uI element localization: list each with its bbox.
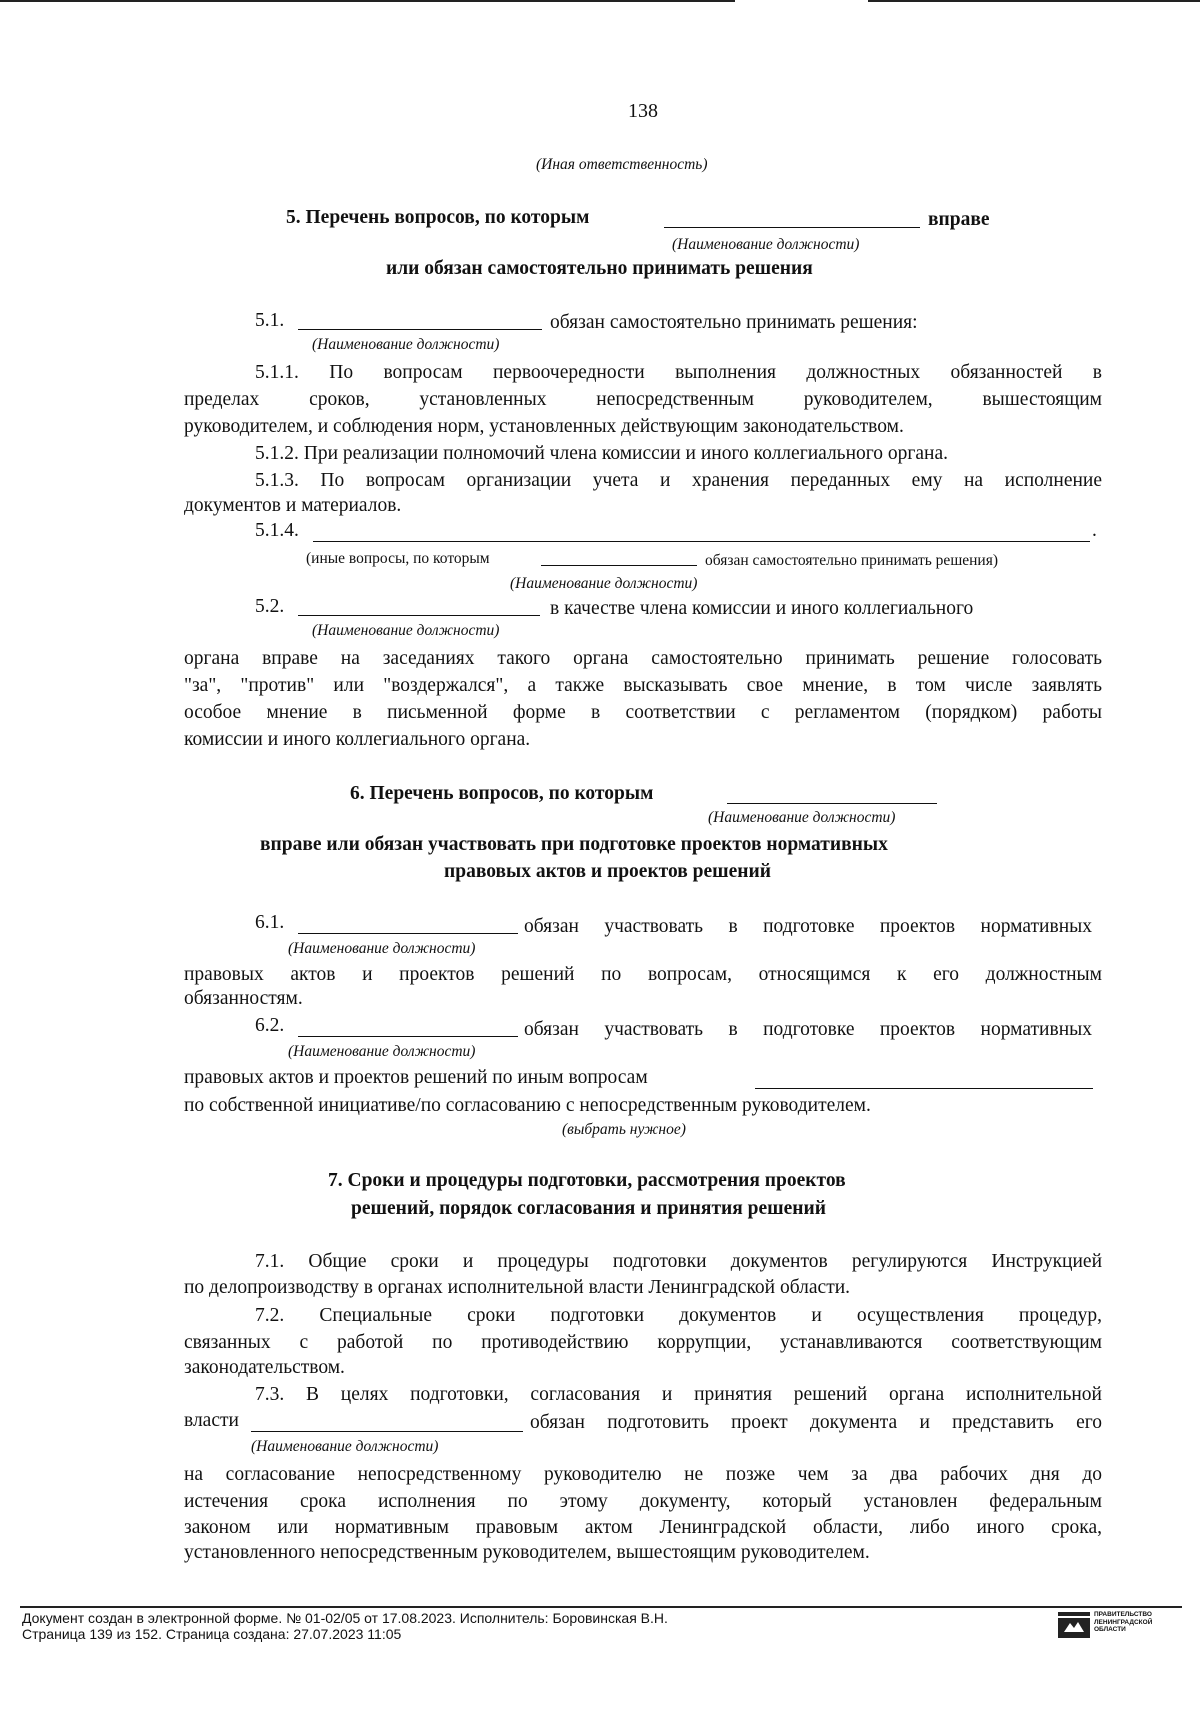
p51-text: обязан самостоятельно принимать решения: xyxy=(550,312,918,333)
p73-line1: 7.3. В целях подготовки, согласования и принятия решений органа исполнительной xyxy=(255,1384,1102,1405)
position-note: (Наименование должности) xyxy=(708,809,896,826)
top-rule-left xyxy=(0,0,735,2)
footer-line1: Документ создан в электронной форме. № 01-02/05 от 17.08.2023. Исполнитель: Боровинская В.Н. xyxy=(22,1610,668,1626)
p61-text: обязан участвовать в подготовке проектов нормативных xyxy=(524,916,1092,937)
p52-text: в качестве члена комиссии и иного коллегиального xyxy=(550,598,974,619)
p52-line1: органа вправе на заседаниях такого органа самостоятельно принимать решение голосовать xyxy=(184,648,1102,669)
s6-title-part2: вправе или обязан участвовать при подготовке проектов нормативных xyxy=(260,834,888,855)
p73-line4: истечения срока исполнения по этому документу, который установлен федеральным xyxy=(184,1491,1102,1512)
p51-blank xyxy=(298,312,542,330)
p62-line2: по собственной инициативе/по согласованию с непосредственным руководителем. xyxy=(184,1095,871,1116)
s7-title-part1: 7. Сроки и процедуры подготовки, рассмотрения проектов xyxy=(328,1170,846,1191)
p73-line3: на согласование непосредственному руководителю не позже чем за два рабочих дня до xyxy=(184,1464,1102,1485)
p71-line1: 7.1. Общие сроки и процедуры подготовки документов регулируются Инструкцией xyxy=(255,1251,1102,1272)
p514-note-blank xyxy=(541,551,697,566)
p72-line2: связанных с работой по противодействию коррупции, устанавливаются соответствующим xyxy=(184,1332,1102,1353)
p62-blank-2 xyxy=(755,1071,1093,1089)
position-note: (Наименование должности) xyxy=(288,1043,476,1060)
p51-number: 5.1. xyxy=(255,310,285,331)
p511-line1: 5.1.1. По вопросам первоочередности выполнения должностных обязанностей в xyxy=(255,362,1102,383)
p62-text: обязан участвовать в подготовке проектов нормативных xyxy=(524,1019,1092,1040)
s6-title-part1: 6. Перечень вопросов, по которым xyxy=(350,783,654,804)
position-note: (Наименование должности) xyxy=(312,336,500,353)
p73-line5: законом или нормативным правовым актом Ленинградской области, либо иного срока, xyxy=(184,1517,1102,1538)
p72-line1: 7.2. Специальные сроки подготовки документов и осуществления процедур, xyxy=(255,1305,1102,1326)
p511-line3: руководителем, и соблюдения норм, установленных действующим законодательством. xyxy=(184,416,904,437)
header-note: (Иная ответственность) xyxy=(536,156,708,173)
p514-note-part1: (иные вопросы, по которым xyxy=(306,550,490,567)
s5-title-part3: или обязан самостоятельно принимать решения xyxy=(386,258,813,279)
s5-title-part2: вправе xyxy=(928,209,990,230)
p52-number: 5.2. xyxy=(255,596,285,617)
p512: 5.1.2. При реализации полномочий члена комиссии и иного коллегиального органа. xyxy=(255,443,949,464)
p52-line4: комиссии и иного коллегиального органа. xyxy=(184,729,531,750)
top-rule-right xyxy=(868,0,1200,2)
position-note: (Наименование должности) xyxy=(312,622,500,639)
government-label-line2: ЛЕНИНГРАДСКОЙ xyxy=(1094,1618,1153,1626)
p513-line1: 5.1.3. По вопросам организации учета и хранения переданных ему на исполнение xyxy=(255,470,1102,491)
p73-line2-part2: обязан подготовить проект документа и представить его xyxy=(530,1412,1102,1433)
p514-dot: . xyxy=(1092,520,1097,541)
s7-title-part2: решений, порядок согласования и принятия решений xyxy=(351,1198,827,1219)
p61-number: 6.1. xyxy=(255,912,285,933)
p514-number: 5.1.4. xyxy=(255,520,299,541)
p52-blank xyxy=(298,598,540,616)
position-note: (Наименование должности) xyxy=(672,236,860,253)
s6-title-part3: правовых актов и проектов решений xyxy=(444,861,771,882)
p72-line3: законодательством. xyxy=(184,1357,345,1378)
p52-line3: особое мнение в письменной форме в соответствии с регламентом (порядком) работы xyxy=(184,702,1102,723)
position-note: (Наименование должности) xyxy=(288,940,476,957)
p514-note-part2: обязан самостоятельно принимать решения) xyxy=(705,552,999,569)
p61-line2: обязанностям. xyxy=(184,988,303,1009)
choose-note: (выбрать нужное) xyxy=(562,1121,686,1138)
p73-line2-part1: власти xyxy=(184,1410,239,1431)
p61-blank xyxy=(298,916,518,934)
s6-title-blank xyxy=(727,786,937,804)
p73-blank xyxy=(251,1414,523,1432)
footer-line2: Страница 139 из 152. Страница создана: 27.07.2023 11:05 xyxy=(22,1626,402,1642)
p52-line2: "за", "против" или "воздержался", а также высказывать свое мнение, в том числе заявлять xyxy=(184,675,1102,696)
government-label xyxy=(1094,1611,1152,1634)
p61-line1: правовых актов и проектов решений по вопросам, относящимся к его должностным xyxy=(184,964,1102,985)
government-emblem-icon xyxy=(1058,1612,1090,1638)
government-label-line3: ОБЛАСТИ xyxy=(1094,1626,1126,1633)
p511-line2: пределах сроков, установленных непосредственным руководителем, вышестоящим xyxy=(184,389,1102,410)
p62-blank xyxy=(298,1019,518,1037)
position-note: (Наименование должности) xyxy=(251,1438,439,1455)
government-label-line1: ПРАВИТЕЛЬСТВО xyxy=(1094,1611,1152,1618)
p513-line2: документов и материалов. xyxy=(184,495,402,516)
page-number: 138 xyxy=(628,100,658,122)
p62-number: 6.2. xyxy=(255,1015,285,1036)
p71-line2: по делопроизводству в органах исполнительной власти Ленинградской области. xyxy=(184,1277,851,1298)
s5-title-part1: 5. Перечень вопросов, по которым xyxy=(286,207,590,228)
p514-blank xyxy=(313,524,1090,542)
position-note: (Наименование должности) xyxy=(510,575,698,592)
s5-title-blank xyxy=(664,210,920,228)
p62-line1: правовых актов и проектов решений по иным вопросам xyxy=(184,1067,648,1088)
p73-line6: установленного непосредственным руководителем, вышестоящим руководителем. xyxy=(184,1542,870,1563)
footer-rule xyxy=(20,1606,1182,1608)
